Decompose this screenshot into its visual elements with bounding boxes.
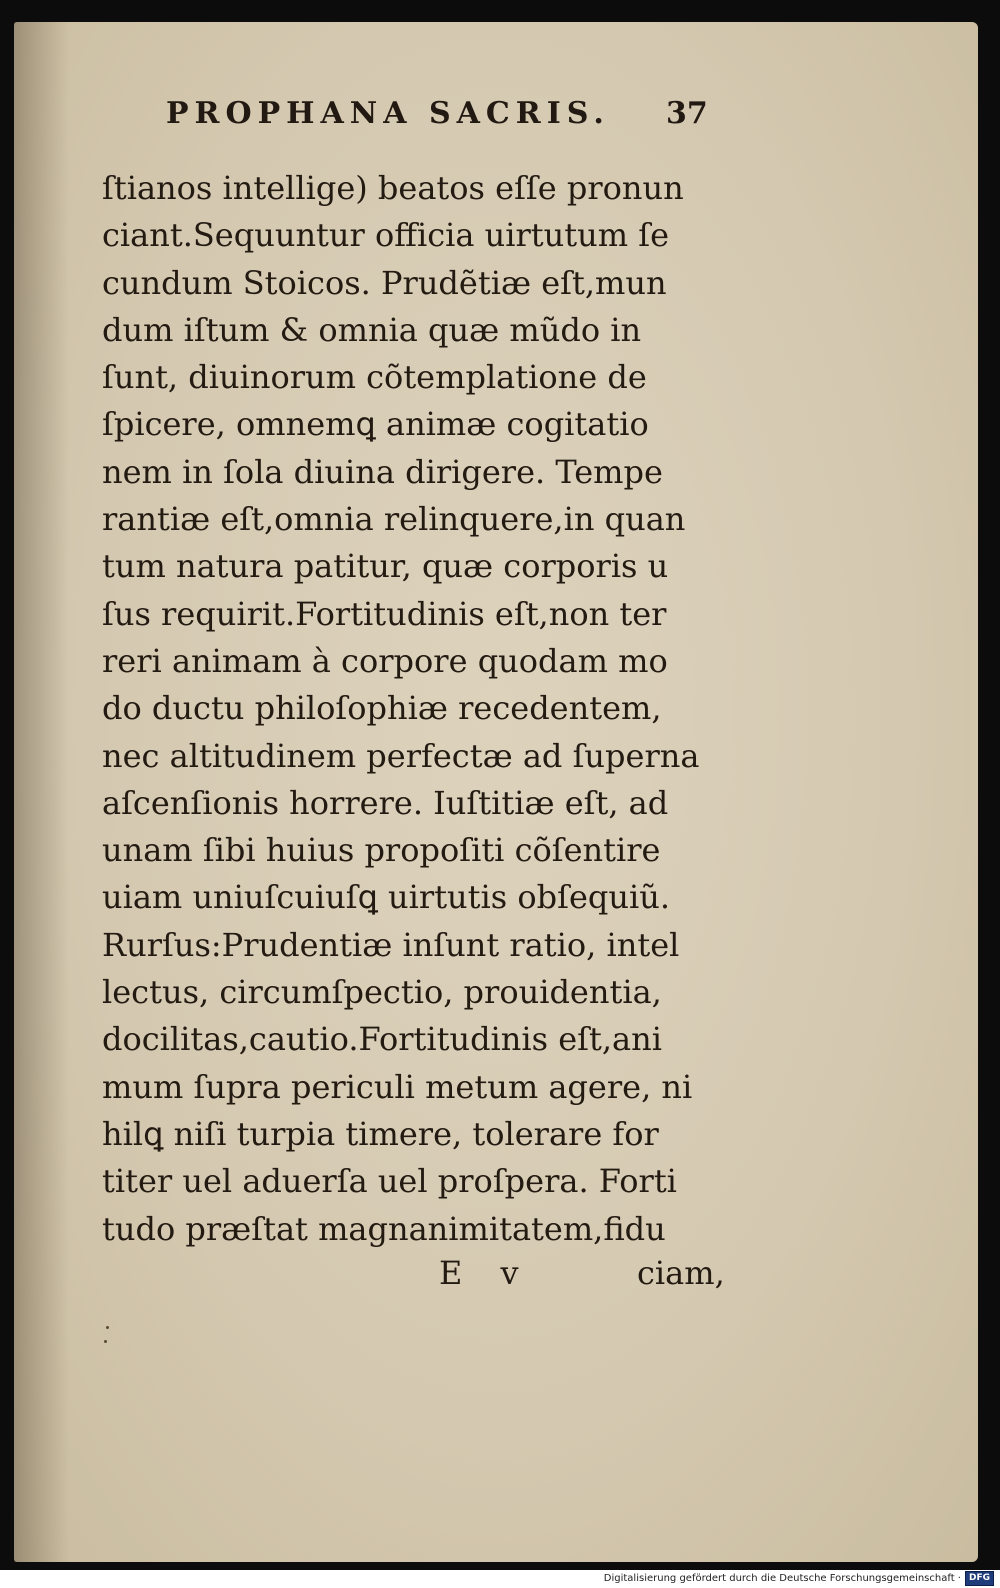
- text-line: titer uel aduerſa uel proſpera. Forti: [102, 1162, 677, 1201]
- dfg-logo-icon[interactable]: DFG: [965, 1571, 994, 1586]
- text-line: nem in ſola diuina dirigere. Tempe: [102, 452, 663, 491]
- text-line: ſpicere, omnemꝗ animæ cogitatio: [102, 405, 649, 444]
- text-line: aſcenſionis horrere. Iuſtitiæ eſt, ad: [102, 783, 669, 822]
- text-line: nec altitudinem perfectæ ad ſuperna: [102, 736, 700, 775]
- text-line: mum ſupra periculi metum agere, ni: [102, 1067, 693, 1106]
- text-line: docilitas,cautio.Fortitudinis eſt,ani: [102, 1020, 662, 1059]
- book-page: [14, 22, 978, 1562]
- page-number: 37: [666, 96, 708, 131]
- footer-credit: [604, 1570, 994, 1586]
- text-line: ſunt, diuinorum cõtemplatione de: [102, 358, 647, 397]
- text-line: hilꝗ niſi turpia timere, tolerare for: [102, 1114, 659, 1153]
- gutter-shadow: [14, 22, 69, 1562]
- text-line: ſus requirit.Fortitudinis eſt,non ter: [102, 594, 667, 633]
- text-line: cundum Stoicos. Prudẽtiæ eſt,mun: [102, 263, 667, 302]
- ink-speck: [106, 1326, 109, 1329]
- text-line: rantiæ eſt,omnia relinquere,in quan: [102, 500, 686, 539]
- text-line: uiam uniuſcuiuſꝗ uirtutis obſequiũ.: [102, 878, 670, 917]
- catchword: ciam,: [637, 1254, 725, 1292]
- text-line: Rurſus:Prudentiæ inſunt ratio, intel: [102, 925, 680, 964]
- footer-credit-text: Digitalisierung gefördert durch die Deutsche Forschungsgemeinschaft ·: [603, 1572, 961, 1584]
- text-line: ciant.Sequuntur officia uirtutum ſe: [102, 216, 669, 255]
- ink-speck: [104, 1340, 107, 1343]
- text-line: unam ſibi huius propoſiti cõſentire: [102, 831, 661, 870]
- text-line: ſtianos intellige) beatos eſſe pronun: [102, 169, 684, 207]
- running-head-title: PROPHANA SACRIS.: [166, 96, 610, 131]
- running-head: [154, 94, 754, 144]
- text-line: tum natura patitur, quæ corporis u: [102, 547, 669, 586]
- text-line: dum iſtum & omnia quæ mũdo in: [102, 310, 642, 349]
- signature-line: [439, 1254, 739, 1304]
- body-text: [102, 165, 742, 1253]
- signature-mark: E v: [439, 1254, 533, 1292]
- text-line: lectus, circumſpectio, prouidentia,: [102, 973, 662, 1012]
- text-line: do ductu philoſophiæ recedentem,: [102, 689, 662, 728]
- text-line: reri animam à corpore quodam mo: [102, 641, 668, 680]
- text-line: tudo præſtat magnanimitatem,fidu: [102, 1209, 666, 1248]
- ink-specks: [102, 1322, 122, 1362]
